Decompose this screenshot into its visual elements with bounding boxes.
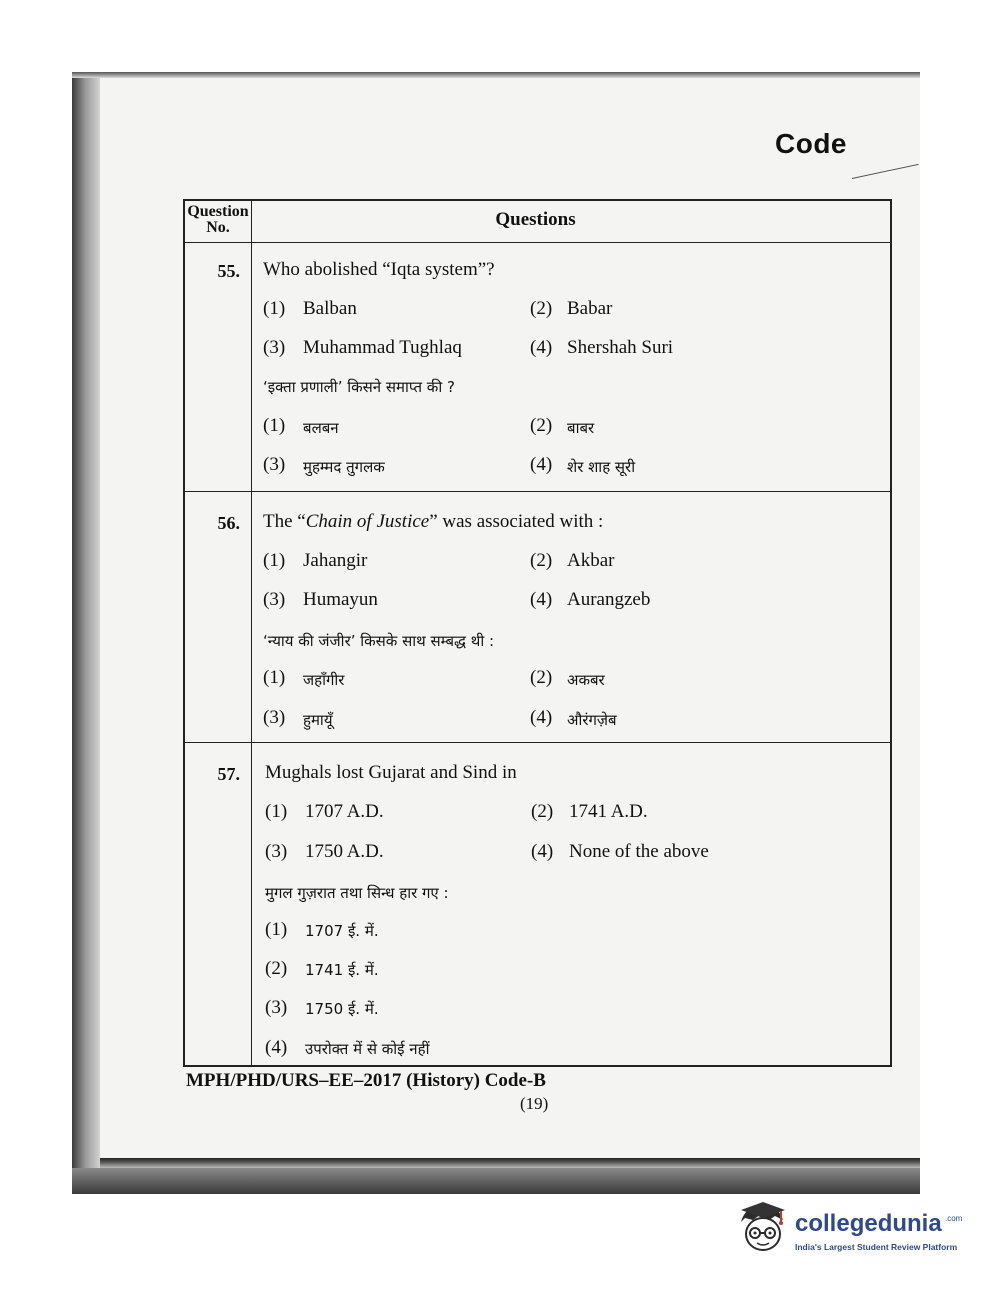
option-text: Shershah Suri: [567, 337, 674, 358]
row-divider: [185, 742, 890, 743]
brand-tagline: India's Largest Student Review Platform: [795, 1242, 958, 1252]
page-bottom-edge: [100, 1158, 920, 1168]
option-number: (1): [265, 919, 288, 940]
option-number: (3): [263, 337, 286, 358]
option-text-hi: बाबर: [567, 419, 595, 437]
option-text: Jahangir: [303, 550, 368, 571]
scan-shadow: [72, 72, 102, 1194]
option-number: (4): [265, 1037, 288, 1058]
brand-name: collegedunia: [795, 1210, 942, 1237]
option-text: 1741 A.D.: [569, 801, 648, 822]
option-number: (3): [263, 589, 286, 610]
option-text-hi: मुहम्मद तुगलक: [303, 458, 385, 476]
header-questions: Questions: [495, 209, 576, 230]
option-text: 1750 A.D.: [305, 841, 384, 862]
question-number: 56.: [217, 513, 240, 533]
option-number: (1): [265, 801, 288, 822]
option-text: 1707 A.D.: [305, 801, 384, 822]
option-number: (1): [263, 667, 286, 688]
option-number: (2): [531, 801, 554, 822]
exam-code-footer: MPH/PHD/URS–EE–2017 (History) Code-B: [186, 1070, 546, 1091]
option-number: (4): [530, 589, 553, 610]
option-text: Akbar: [567, 550, 615, 571]
option-number: (2): [530, 667, 553, 688]
question-text-hi: ‘इक्ता प्रणाली’ किसने समाप्त की ?: [263, 378, 455, 396]
question-text-en: Who abolished “Iqta system”?: [263, 259, 495, 280]
option-number: (4): [530, 454, 553, 475]
option-text: Humayun: [303, 589, 378, 610]
header-row-divider: [185, 242, 890, 243]
header-question-no: Question No.: [187, 203, 249, 236]
option-number: (2): [530, 298, 553, 319]
question-table: [183, 199, 892, 1067]
option-text: Aurangzeb: [567, 589, 651, 610]
option-text-hi: 1707 ई. में.: [305, 922, 379, 940]
option-number: (4): [530, 707, 553, 728]
option-text-hi: अकबर: [567, 671, 605, 689]
option-number: (3): [263, 707, 286, 728]
option-number: (3): [265, 997, 288, 1018]
option-number: (3): [263, 454, 286, 475]
mascot-icon: [735, 1200, 793, 1258]
option-text-hi: उपरोक्त में से कोई नहीं: [305, 1040, 430, 1058]
option-text-hi: औरंगज़ेब: [567, 711, 617, 729]
question-text-en: The “Chain of Justice” was associated with :: [263, 511, 604, 532]
option-number: (1): [263, 415, 286, 436]
option-text-hi: 1750 ई. में.: [305, 1000, 379, 1018]
option-number: (1): [263, 550, 286, 571]
option-number: (1): [263, 298, 286, 319]
option-number: (4): [531, 841, 554, 862]
option-text: None of the above: [569, 841, 709, 862]
question-text-hi: मुगल गुज़रात तथा सिन्ध हार गए :: [265, 884, 449, 902]
option-text-hi: 1741 ई. में.: [305, 961, 379, 979]
option-text-hi: बलबन: [303, 419, 339, 437]
option-number: (2): [530, 415, 553, 436]
option-number: (2): [265, 958, 288, 979]
row-divider: [185, 491, 890, 492]
question-text-hi: ‘न्याय की जंजीर’ किसके साथ सम्बद्ध थी :: [263, 632, 495, 650]
option-number: (4): [530, 337, 553, 358]
option-text-hi: हुमायूँ: [303, 711, 333, 729]
option-text: Muhammad Tughlaq: [303, 337, 462, 358]
option-text-hi: शेर शाह सूरी: [567, 458, 636, 476]
option-text: Babar: [567, 298, 613, 319]
column-divider: [251, 201, 252, 1065]
option-number: (2): [530, 550, 553, 571]
option-text: Balban: [303, 298, 357, 319]
scan-shadow-bottom: [72, 1168, 920, 1194]
question-number: 55.: [217, 261, 240, 281]
option-number: (3): [265, 841, 288, 862]
collegedunia-watermark: [735, 1200, 963, 1260]
code-label: Code: [775, 128, 847, 159]
brand-domain: .com: [945, 1214, 963, 1223]
question-text-en: Mughals lost Gujarat and Sind in: [265, 762, 517, 783]
page-number: (19): [520, 1094, 549, 1113]
option-text-hi: जहाँगीर: [303, 671, 345, 689]
question-number: 57.: [217, 764, 240, 784]
